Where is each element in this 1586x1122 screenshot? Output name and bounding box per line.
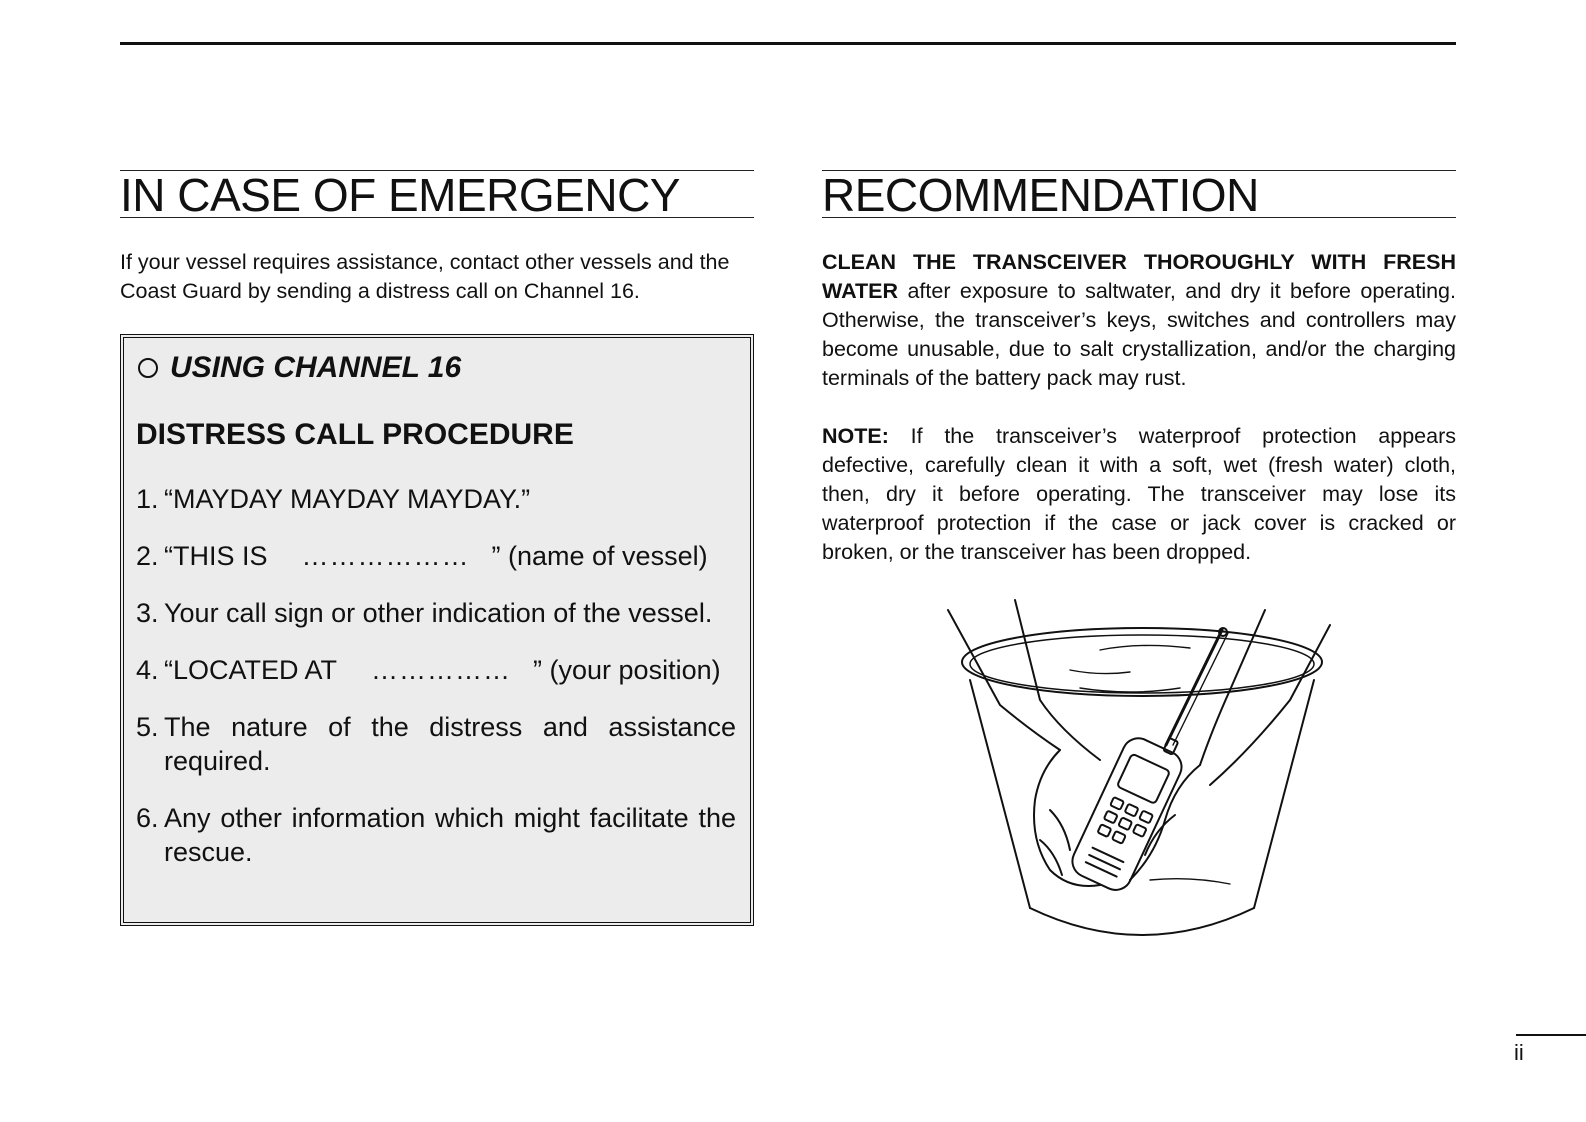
bucket-washing-illustration [930,590,1350,960]
bucket-right-side [1254,680,1314,908]
step-number: 5. [136,712,159,742]
emergency-title: IN CASE OF EMERGENCY [120,170,754,218]
circle-bullet-icon [138,358,158,378]
step-dots: …………… [371,655,512,685]
step-item [136,801,736,869]
step-pre: “LOCATED AT [164,655,338,685]
distress-steps [136,482,736,869]
step-number: 2. [136,541,159,571]
clean-instruction-bold: CLEAN THE TRANSCEIVER THOROUGHLY WITH FRESH WATER [822,250,1456,303]
note-label: NOTE: [822,424,889,448]
step-item [136,596,736,630]
clean-instruction-text: after exposure to saltwater, and dry it before operating. Otherwise, the transceiver’s keys, switches and controllers may become unusable, due to salt crystallization, and/or the charging terminals of the battery pack may rust. [822,279,1456,390]
box-heading-text: USING CHANNEL 16 [170,351,462,384]
step-number: 6. [136,803,159,833]
note-text: If the transceiver’s waterproof protection appears defective, carefully clean it with a soft, wet (fresh water) cloth, then, dry it before operating. The transceiver may lose its waterproof protection if the case or jack cover is cracked or broken, or the transceiver has been dropped. [822,424,1456,564]
box-heading [136,350,736,386]
channel16-box [120,334,754,926]
step-item [136,653,736,687]
header-rule [120,42,1456,45]
step-text: “MAYDAY MAYDAY MAYDAY.” [164,484,531,514]
recommendation-section [822,169,1456,564]
step-number: 1. [136,484,159,514]
page-number: ii [1514,1040,1524,1065]
bucket-left-side [970,680,1030,908]
step-item [136,482,736,516]
box-subheading: DISTRESS CALL PROCEDURE [136,418,574,451]
step-post: ” (name of vessel) [491,541,708,571]
emergency-intro: If your vessel requires assistance, contact other vessels and the Coast Guard by sending a distress call on Channel 16. [120,250,730,303]
emergency-section [120,169,754,303]
recommendation-title: RECOMMENDATION [822,170,1456,218]
recommendation-paragraph [822,248,1456,393]
step-text: Any other information which might facilitate the rescue. [164,803,736,867]
step-post: ” (your position) [533,655,721,685]
step-pre: “THIS IS [164,541,268,571]
step-dots: ……………… [301,541,470,571]
step-text: Your call sign or other indication of the vessel. [164,598,713,628]
step-item [136,710,736,778]
step-number: 3. [136,598,159,628]
step-text [164,653,736,687]
bucket-rim [962,628,1322,696]
step-number: 4. [136,655,159,685]
step-text [164,539,736,573]
step-text: The nature of the distress and assistance required. [164,712,736,776]
footer-rule [1516,1034,1586,1036]
step-item [136,539,736,573]
note-paragraph [822,422,1456,567]
